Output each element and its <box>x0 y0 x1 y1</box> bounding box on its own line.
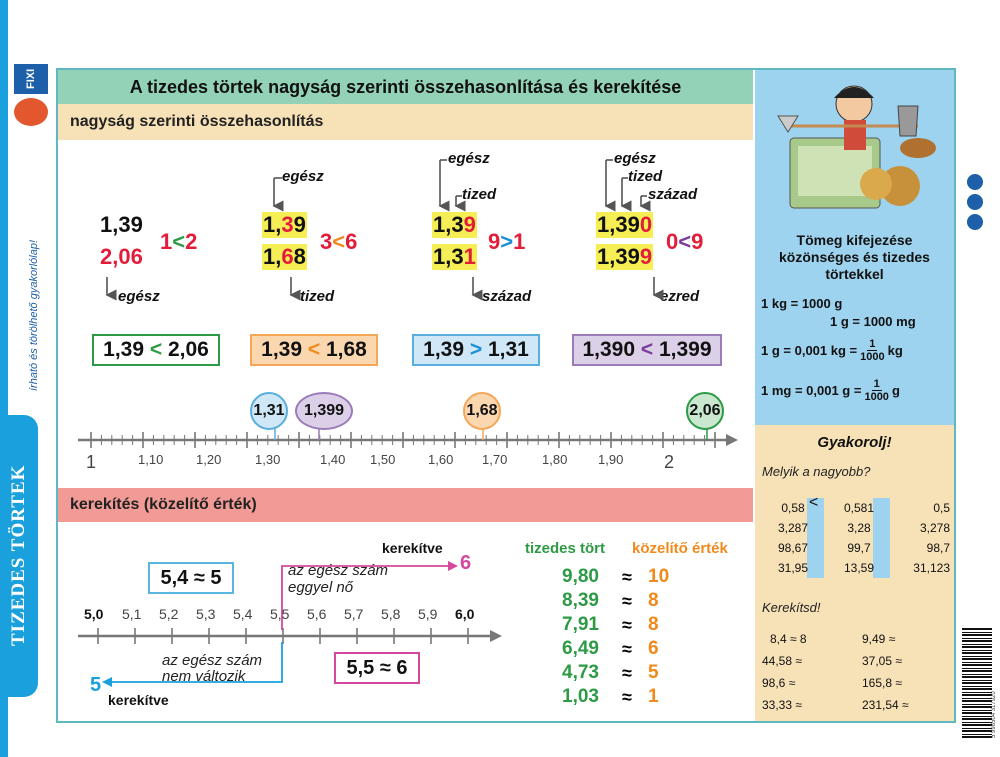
group3-bottom: 1,31 <box>433 244 476 269</box>
nl1-tick-170: 1,70 <box>482 452 508 467</box>
group2-bottom: 1,68 <box>263 244 306 269</box>
circle-1-399: 1,399 <box>295 392 353 430</box>
nl1-tick-180: 1,80 <box>542 452 568 467</box>
circle-2-06: 2,06 <box>686 392 724 430</box>
group4-bottom: 1,399 <box>597 244 653 269</box>
table-row: 7,91 ≈ 8 <box>562 614 659 635</box>
down-note-1: az egész szám <box>162 652 263 669</box>
group4-relation: 0<9 <box>666 229 704 254</box>
side-tab-label: TIZEDES TÖRTEK <box>8 464 29 646</box>
group3-top: 1,39 <box>433 212 476 237</box>
group4-label-egesz: egész <box>614 150 656 167</box>
group4-label-tized: tized <box>628 168 663 185</box>
group4-top: 1,390 <box>597 212 653 237</box>
group1-relation: 1<2 <box>160 229 198 254</box>
table-row: 6,49 ≈ 6 <box>562 638 659 659</box>
circle-1-31: 1,31 <box>250 392 288 430</box>
nl2-tick-54: 5,4 <box>233 606 253 622</box>
group3-label-szazad: század <box>482 288 532 305</box>
list-item: 3,287 3,28 3,278 <box>777 521 950 535</box>
nl1-tick-2: 2 <box>664 452 675 472</box>
table-row: 4,73 ≈ 5 <box>562 662 659 683</box>
group3-label-tized: tized <box>462 186 497 203</box>
mass-line-1: 1 kg = 1000 g <box>761 296 843 311</box>
round-box-up: 5,5 ≈ 6 <box>334 652 420 684</box>
table-head-approx: közelítő érték <box>632 540 728 557</box>
result-box-1: 1,39 < 2,06 <box>92 334 220 366</box>
section-heading-comparison: nagyság szerinti összehasonlítás <box>58 104 753 140</box>
barcode-number: 5 998504 317920 <box>991 691 997 738</box>
practice-q1: Melyik a nagyobb? <box>762 464 871 479</box>
round-box-down: 5,4 ≈ 5 <box>148 562 234 594</box>
nl1-tick-190: 1,90 <box>598 452 624 467</box>
result-box-2: 1,39 < 1,68 <box>250 334 378 366</box>
mass-title: Tömeg kifejezése közönséges és tizedes törtekkel <box>779 232 930 282</box>
table-row: 8,39 ≈ 8 <box>562 590 659 611</box>
nl2-tick-60: 6,0 <box>455 606 475 622</box>
nl1-tick-150: 1,50 <box>370 452 396 467</box>
group1-top: 1,39 <box>100 212 143 237</box>
nl2-tick-56: 5,6 <box>307 606 327 622</box>
table-row: 9,80 ≈ 10 <box>562 566 670 587</box>
page-title: A tizedes törtek nagyság szerinti összehasonlítása és kerekítése <box>58 70 753 104</box>
list-item: 44,58 ≈ 37,05 ≈ <box>762 654 902 668</box>
group1-label-egesz: egész <box>118 288 160 305</box>
group2-relation: 3<6 <box>320 229 358 254</box>
practice-title: Gyakorolj! <box>817 434 892 451</box>
side-tagline: írható és törölhető gyakorlólap! <box>28 239 40 391</box>
nl2-tick-57: 5,7 <box>344 606 364 622</box>
barcode-image <box>962 628 992 738</box>
circle-icon <box>967 214 983 230</box>
nl2-tick-52: 5,2 <box>159 606 179 622</box>
first-comparison-sign: < <box>809 494 819 511</box>
group4-label-ezred: ezred <box>660 288 700 305</box>
list-item: 98,67 99,7 98,7 <box>777 541 950 555</box>
nl1-tick-160: 1,60 <box>428 452 454 467</box>
group1-bottom: 2,06 <box>100 244 143 269</box>
group3-relation: 9>1 <box>488 229 526 254</box>
pointer-arrows <box>56 140 756 310</box>
publisher-logo <box>14 64 50 134</box>
group3-label-egesz: egész <box>448 150 490 167</box>
list-item: 31,95 13,59 31,123 <box>777 561 950 575</box>
scale-girl-illustration <box>768 76 944 222</box>
circle-1-68: 1,68 <box>463 392 501 430</box>
rounding-table <box>562 565 722 709</box>
list-item: 33,33 ≈ 231,54 ≈ <box>762 698 909 712</box>
list-item: 0,58 0,581 0,5 <box>781 501 950 515</box>
circle-icon <box>967 194 983 210</box>
nl2-tick-59: 5,9 <box>418 606 438 622</box>
nl1-tick-110: 1,10 <box>138 452 164 467</box>
round-grid <box>762 628 952 716</box>
nl1-tick-130: 1,30 <box>255 452 281 467</box>
result-box-3: 1,39 > 1,31 <box>412 334 540 366</box>
circle-icon <box>967 174 983 190</box>
group4-label-szazad: század <box>648 186 698 203</box>
nl2-tick-53: 5,3 <box>196 606 216 622</box>
mass-line-4: 1 mg = 0,001 g = $\frac{1}{1000}$ g <box>761 378 900 403</box>
mass-line-2: 1 g = 1000 mg <box>830 314 916 329</box>
mascot-icon <box>14 98 48 126</box>
fixi-logo-text: FIXI <box>14 64 48 94</box>
section-heading-rounding: kerekítés (közelítő érték) <box>58 488 753 522</box>
group2-label-tized: tized <box>300 288 335 305</box>
list-item: 98,6 ≈ 165,8 ≈ <box>762 676 902 690</box>
nl2-tick-50: 5,0 <box>84 606 104 622</box>
group2-label-egesz: egész <box>282 168 324 185</box>
number-line-1 <box>70 380 750 480</box>
nl2-tick-58: 5,8 <box>381 606 401 622</box>
nl1-tick-120: 1,20 <box>196 452 222 467</box>
up-rounded-label: kerekítve <box>382 540 443 556</box>
down-rounded-label: kerekítve <box>108 692 169 708</box>
practice-q2: Kerekítsd! <box>762 600 821 615</box>
nl2-tick-51: 5,1 <box>122 606 142 622</box>
social-icons <box>960 170 990 250</box>
up-note-1: az egész szám <box>288 562 389 579</box>
nl2-tick-55: 5,5 <box>270 606 290 622</box>
group2-top: 1,39 <box>263 212 306 237</box>
list-item: 8,4 ≈ 8 9,49 ≈ <box>770 632 896 646</box>
compare-grid <box>760 498 950 578</box>
result-box-4: 1,390 < 1,399 <box>572 334 722 366</box>
table-head-decimal: tizedes tört <box>525 540 606 557</box>
mass-line-3: 1 g = 0,001 kg = $\frac{1}{1000}$ kg <box>761 338 903 363</box>
up-note-2: eggyel nő <box>288 579 354 596</box>
nl1-tick-1: 1 <box>86 452 97 472</box>
down-rounded-value: 5 <box>90 674 102 696</box>
table-row: 1,03 ≈ 1 <box>562 686 659 707</box>
down-note-2: nem változik <box>162 668 246 685</box>
up-rounded-value: 6 <box>460 552 472 574</box>
nl1-tick-140: 1,40 <box>320 452 346 467</box>
